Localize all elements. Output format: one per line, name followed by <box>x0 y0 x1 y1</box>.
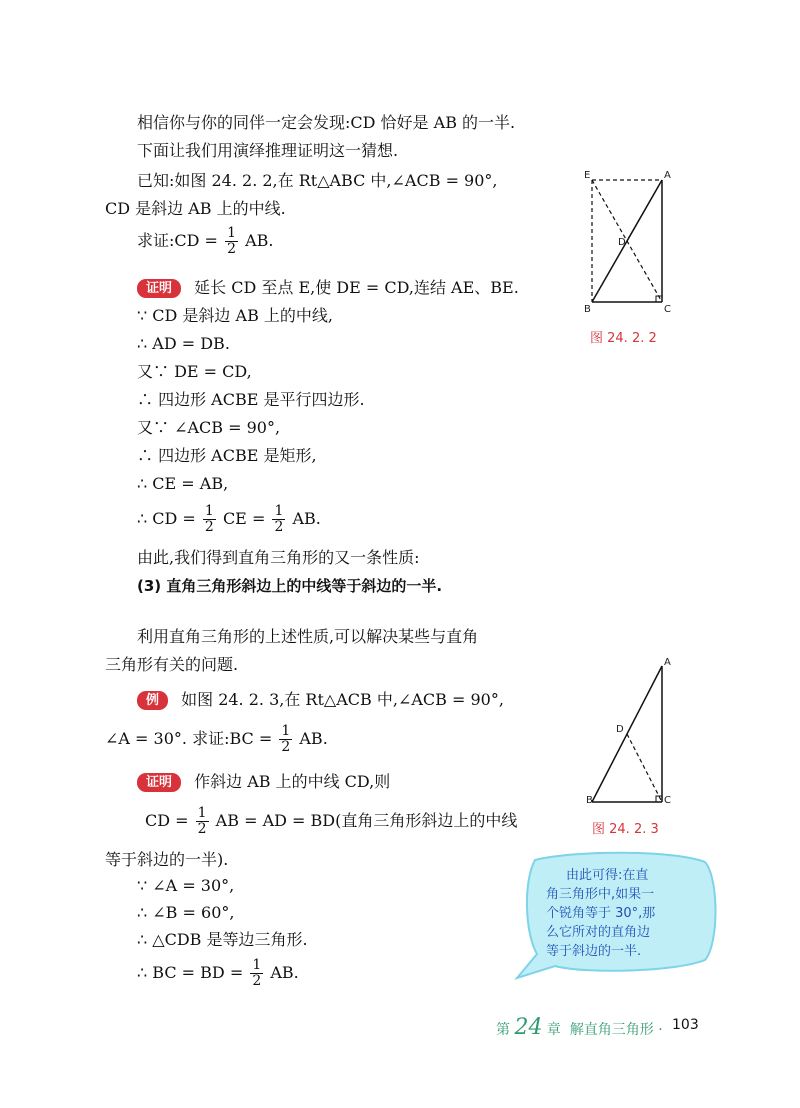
figure-24-2-2 <box>580 168 680 312</box>
label-b: B <box>586 795 593 806</box>
intro-line-2: 下面让我们用演绎推理证明这一猜想. <box>137 141 399 160</box>
proof2-last-a: ∴ BC = BD = <box>137 963 244 982</box>
label-a: A <box>664 170 671 181</box>
label-c: C <box>664 795 671 806</box>
proof2-fraction <box>196 806 209 837</box>
figure-24-2-3-caption: 图 24. 2. 3 <box>592 822 659 837</box>
prove-label: 求证:CD = <box>137 231 218 250</box>
proof2-first-line <box>137 772 390 792</box>
figure-24-2-3 <box>580 656 680 806</box>
proof1-frac-1 <box>203 504 216 535</box>
proof2-step-2: ∴ ∠B = 60°, <box>137 903 235 922</box>
proof1-first-text: 延长 CD 至点 E,使 DE = CD,连结 AE、BE. <box>194 278 519 297</box>
chapter-prefix: 第 <box>496 1022 510 1038</box>
label-e: E <box>584 170 591 181</box>
label-d: D <box>616 724 624 735</box>
example-text-2b: AB. <box>299 729 328 748</box>
frac-den: 2 <box>204 519 214 535</box>
proof-badge: 证明 <box>137 279 181 298</box>
proof2-eq-a: CD = <box>145 811 189 830</box>
tip-line-1: 由此可得:在直 <box>566 868 649 883</box>
example-line-2 <box>105 724 328 755</box>
proof1-last-step <box>137 504 321 535</box>
tip-line-3: 个锐角等于 30°,那 <box>546 906 656 921</box>
proof2-eq-c: 等于斜边的一半). <box>105 850 229 869</box>
tip-text <box>546 866 696 961</box>
proof2-last-b: AB. <box>270 963 299 982</box>
proof1-last-c: AB. <box>292 509 321 528</box>
conclusion-line: 由此,我们得到直角三角形的又一条性质: <box>137 548 420 567</box>
chapter-number: 24 <box>514 1015 543 1040</box>
proof1-frac-2 <box>272 504 285 535</box>
proof2-step-3: ∴ △CDB 是等边三角形. <box>137 930 308 949</box>
frac-num: 1 <box>274 503 284 519</box>
given-line-2: CD 是斜边 AB 上的中线. <box>105 199 286 218</box>
frac-num: 1 <box>204 503 214 519</box>
tip-line-4: 么它所对的直角边 <box>546 925 651 940</box>
proof1-step-4: ∴ 四边形 ACBE 是平行四边形. <box>137 390 365 409</box>
proof1-step-5: 又∵ ∠ACB = 90°, <box>137 418 281 437</box>
label-b: B <box>584 304 591 312</box>
proof2-equation <box>145 806 517 837</box>
chapter-footer <box>496 1015 663 1040</box>
example-badge: 例 <box>137 691 168 710</box>
chapter-title: 解直角三角形 · <box>569 1022 663 1038</box>
label-d: D <box>618 237 626 248</box>
frac-num: 1 <box>197 805 207 821</box>
label-c: C <box>664 304 671 312</box>
proof2-last-fraction <box>250 958 263 989</box>
proof1-first-line <box>137 278 519 298</box>
frac-den: 2 <box>252 973 262 989</box>
example-fraction <box>279 724 292 755</box>
given-line-1: 已知:如图 24. 2. 2,在 Rt△ABC 中,∠ACB = 90°, <box>137 171 498 190</box>
usage-line-1: 利用直角三角形的上述性质,可以解决某些与直角 <box>137 627 479 646</box>
proof1-step-7: ∴ CE = AB, <box>137 474 229 493</box>
usage-line-2: 三角形有关的问题. <box>105 655 239 674</box>
prove-tail: AB. <box>245 231 274 250</box>
frac-den: 2 <box>274 519 284 535</box>
example-line-1 <box>137 690 504 710</box>
frac-den: 2 <box>281 739 291 755</box>
label-a: A <box>664 657 671 668</box>
property-statement: (3) 直角三角形斜边上的中线等于斜边的一半. <box>137 577 443 595</box>
figure-24-2-2-caption: 图 24. 2. 2 <box>590 331 657 346</box>
frac-num: 1 <box>281 723 291 739</box>
proof2-step-1: ∵ ∠A = 30°, <box>137 876 235 895</box>
frac-num: 1 <box>227 225 236 241</box>
page-number: 103 <box>672 1017 699 1033</box>
prove-statement <box>137 226 273 257</box>
proof1-step-1: ∵ CD 是斜边 AB 上的中线, <box>137 306 333 325</box>
proof1-step-3: 又∵ DE = CD, <box>137 362 252 381</box>
proof-badge: 证明 <box>137 773 181 792</box>
frac-den: 2 <box>227 241 236 257</box>
proof1-last-a: ∴ CD = <box>137 509 196 528</box>
segment-cd <box>627 734 662 802</box>
frac-num: 1 <box>252 957 262 973</box>
example-text-2a: ∠A = 30°. 求证:BC = <box>105 729 273 748</box>
prove-fraction <box>225 226 238 257</box>
proof2-last-step <box>137 958 299 989</box>
example-text-1: 如图 24. 2. 3,在 Rt△ACB 中,∠ACB = 90°, <box>181 690 504 709</box>
intro-line-1: 相信你与你的同伴一定会发现:CD 恰好是 AB 的一半. <box>137 113 516 132</box>
proof1-step-2: ∴ AD = DB. <box>137 334 230 353</box>
proof1-last-b: CE = <box>222 509 266 528</box>
chapter-suffix: 章 <box>546 1022 561 1038</box>
proof2-first-text: 作斜边 AB 上的中线 CD,则 <box>194 772 391 791</box>
proof1-step-6: ∴ 四边形 ACBE 是矩形, <box>137 446 317 465</box>
proof2-eq-b: AB = AD = BD(直角三角形斜边上的中线 <box>215 811 518 830</box>
frac-den: 2 <box>197 821 207 837</box>
tip-line-5: 等于斜边的一半. <box>546 944 642 959</box>
tip-line-2: 角三角形中,如果一 <box>546 887 655 902</box>
